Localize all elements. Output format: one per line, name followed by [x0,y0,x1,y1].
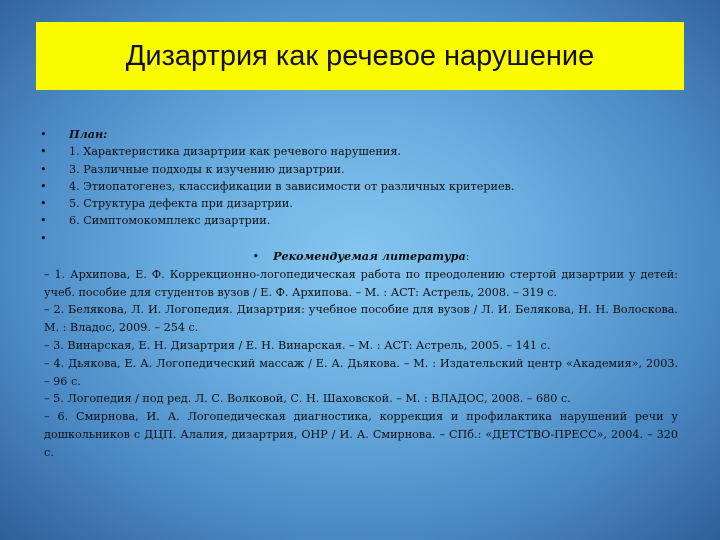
bullet: • [40,197,47,211]
plan-item [40,143,680,160]
title-bar [36,22,684,90]
slide-title: Дизартрия как речевое нарушение [125,39,595,72]
bullet: • [40,231,47,245]
bullet: • [40,162,47,176]
plan-list [40,126,680,245]
plan-heading: План: [69,127,108,141]
literature-heading: Рекомендуемая литература [273,249,466,263]
bullet: • [252,250,260,263]
bullet: • [40,145,47,159]
literature-section [44,248,678,462]
reference-item: – 3. Винарская, Е. Н. Дизартрия / Е. Н. Винарская. – М. : АСТ: Астрель, 2005. – 141 с. [44,338,551,352]
literature-heading-suffix: : [465,250,470,263]
reference-item: – 4. Дьякова, Е. А. Логопедический массаж / Е. А. Дьякова. – М. : Издательский центр «Академия», 2003. – 96 с. [44,356,678,388]
plan-item [40,195,680,212]
bullet: • [40,179,47,193]
reference-item: – 1. Архипова, Е. Ф. Коррекционно-логопедическая работа по преодолению стертой дизартрии у детей: учеб. пособие для студентов вузов / Е. Ф. Архипова. – М. : АСТ: Астрель, 2008. – 319 с. [44,267,678,299]
plan-item [40,178,680,195]
plan-item [40,212,680,229]
plan-item-text: 6. Симптомокомплекс дизартрии. [69,214,271,228]
plan-item-text: 3. Различные подходы к изучению дизартрии. [69,162,345,176]
bullet: • [40,214,47,228]
plan-item-text: 4. Этиопатогенез, классификации в зависимости от различных критериев. [69,179,515,193]
plan-item-text: 1. Характеристика дизартрии как речевого нарушения. [69,145,401,159]
plan-item [40,161,680,178]
reference-item: – 5. Логопедия / под ред. Л. С. Волковой, С. Н. Шаховской. – М. : ВЛАДОС, 2008. – 680 с. [44,392,571,406]
reference-item: – 6. Смирнова, И. А. Логопедическая диагностика, коррекция и профилактика нарушений речи у дошкольников с ДЦП. Алалия, дизартрия, ОНР / И. А. Смирнова. – СПб.: «ДЕТСТВО-ПРЕСС», 2004. – 320 с. [44,410,678,459]
reference-item: – 2. Белякова, Л. И. Логопедия. Дизартрия: учебное пособие для вузов / Л. И. Белякова, Н. Н. Волоскова. М. : Владос, 2009. – 254 с. [44,303,678,335]
literature-heading-row [44,248,678,266]
bullet: • [40,128,47,141]
plan-item-text: 5. Структура дефекта при дизартрии. [69,197,293,211]
plan-item [40,126,680,143]
